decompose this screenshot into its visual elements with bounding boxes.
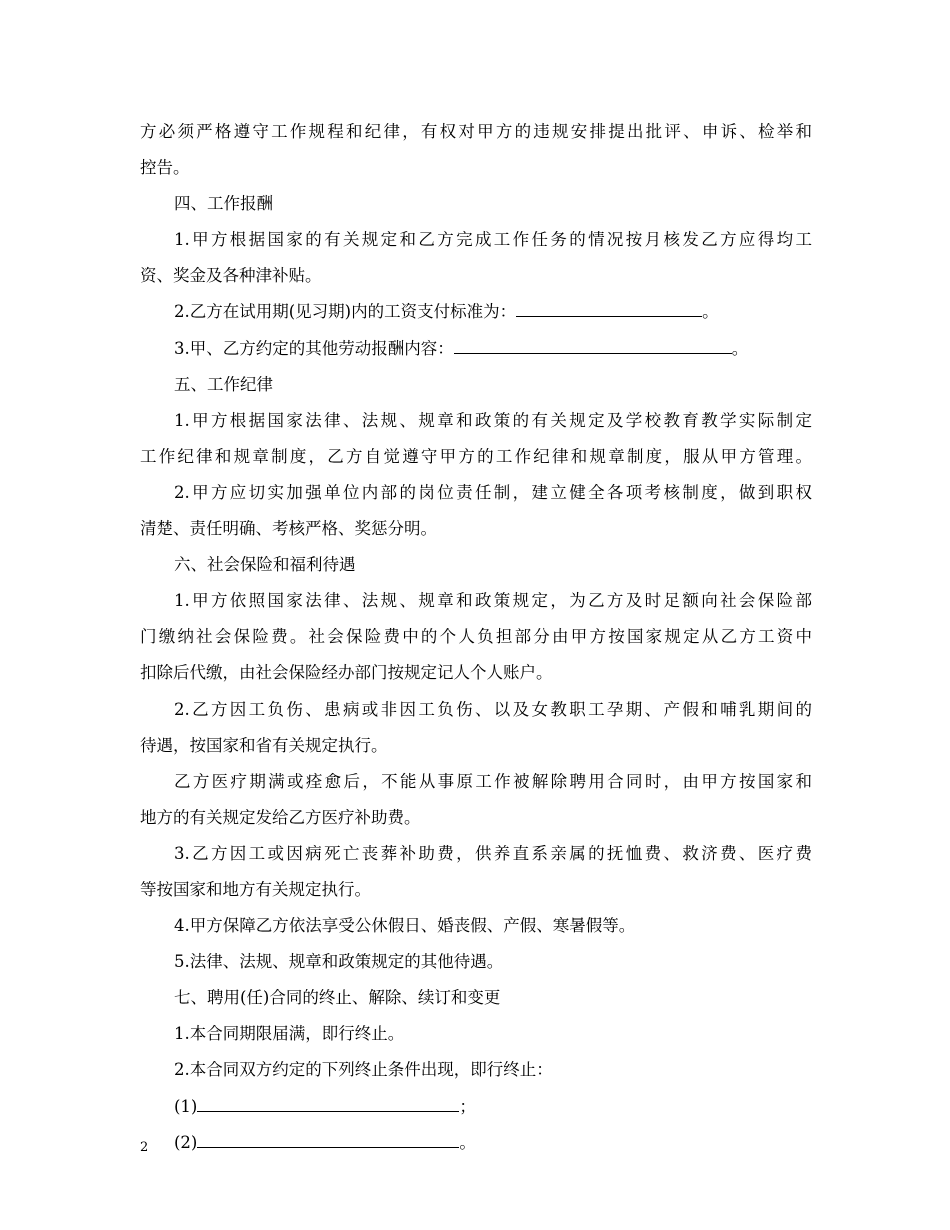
section-heading: 四、工作报酬 [174, 194, 273, 214]
fill-in-blank[interactable] [454, 335, 732, 353]
text-line: 门缴纳社会保险费。社会保险费中的个人负担部分由甲方按国家规定从乙方工资中 [140, 627, 812, 647]
fill-in-blank[interactable] [516, 299, 702, 317]
section-heading: 五、工作纪律 [174, 374, 273, 394]
text-line: 地方的有关规定发给乙方医疗补助费。 [140, 807, 421, 827]
text-segment: 3.甲、乙方约定的其他劳动报酬内容： [174, 338, 454, 358]
section-heading: 六、社会保险和福利待遇 [174, 555, 356, 575]
text-line: 控告。 [140, 158, 190, 178]
text-line: 2.甲方应切实加强单位内部的岗位责任制，建立健全各项考核制度，做到职权 [174, 482, 812, 502]
text-segment: (1) [174, 1096, 198, 1116]
text-line-with-blank [140, 294, 812, 330]
text-line: 待遇，按国家和省有关规定执行。 [140, 735, 388, 755]
text-line-with-blank [140, 1089, 812, 1125]
text-line: 1.甲方依照国家法律、法规、规章和政策规定，为乙方及时足额向社会保险部 [174, 591, 812, 611]
text-line-with-blank [140, 1125, 812, 1161]
page-number: 2 [140, 1140, 149, 1155]
text-segment: 。 [459, 1132, 476, 1152]
text-line: 5.法律、法规、规章和政策规定的其他待遇。 [174, 952, 504, 972]
text-line: 资、奖金及各种津补贴。 [140, 266, 322, 286]
text-line: 3.乙方因工或因病死亡丧葬补助费，供养直系亲属的抚恤费、救济费、医疗费 [174, 843, 812, 863]
text-line: 工作纪律和规章制度，乙方自觉遵守甲方的工作纪律和规章制度，服从甲方管理。 [140, 446, 812, 466]
text-line: 清楚、责任明确、考核严格、奖惩分明。 [140, 519, 437, 539]
text-line: 等按国家和地方有关规定执行。 [140, 879, 371, 899]
text-segment: 。 [702, 302, 719, 322]
text-segment: 。 [731, 338, 749, 358]
text-line: 4.甲方保障乙方依法享受公休假日、婚丧假、产假、寒暑假等。 [174, 916, 636, 936]
fill-in-blank[interactable] [197, 1093, 459, 1111]
text-line-with-blank [140, 331, 812, 367]
text-segment: ； [459, 1096, 476, 1116]
text-line: 方必须严格遵守工作规程和纪律，有权对甲方的违规安排提出批评、申诉、检举和 [140, 122, 812, 141]
text-line: 1.甲方根据国家的有关规定和乙方完成工作任务的情况按月核发乙方应得均工 [174, 230, 812, 250]
text-segment: 2.乙方在试用期(见习期)内的工资支付标准为： [174, 302, 517, 322]
document-body [140, 114, 812, 1161]
text-line: 扣除后代缴，由社会保险经办部门按规定记人个人账户。 [140, 663, 553, 683]
fill-in-blank[interactable] [197, 1129, 459, 1147]
text-line: 1.本合同期限届满，即行终止。 [174, 1024, 405, 1044]
text-segment: (2) [174, 1132, 198, 1152]
text-line: 2.本合同双方约定的下列终止条件出现，即行终止： [174, 1060, 553, 1080]
text-line: 1.甲方根据国家法律、法规、规章和政策的有关规定及学校教育教学实际制定 [174, 410, 812, 430]
text-line: 乙方医疗期满或痊愈后，不能从事原工作被解除聘用合同时，由甲方按国家和 [174, 771, 812, 791]
text-line: 2.乙方因工负伤、患病或非因工负伤、以及女教职工孕期、产假和哺乳期间的 [174, 699, 812, 719]
section-heading: 七、聘用(任)合同的终止、解除、续订和变更 [174, 988, 501, 1008]
